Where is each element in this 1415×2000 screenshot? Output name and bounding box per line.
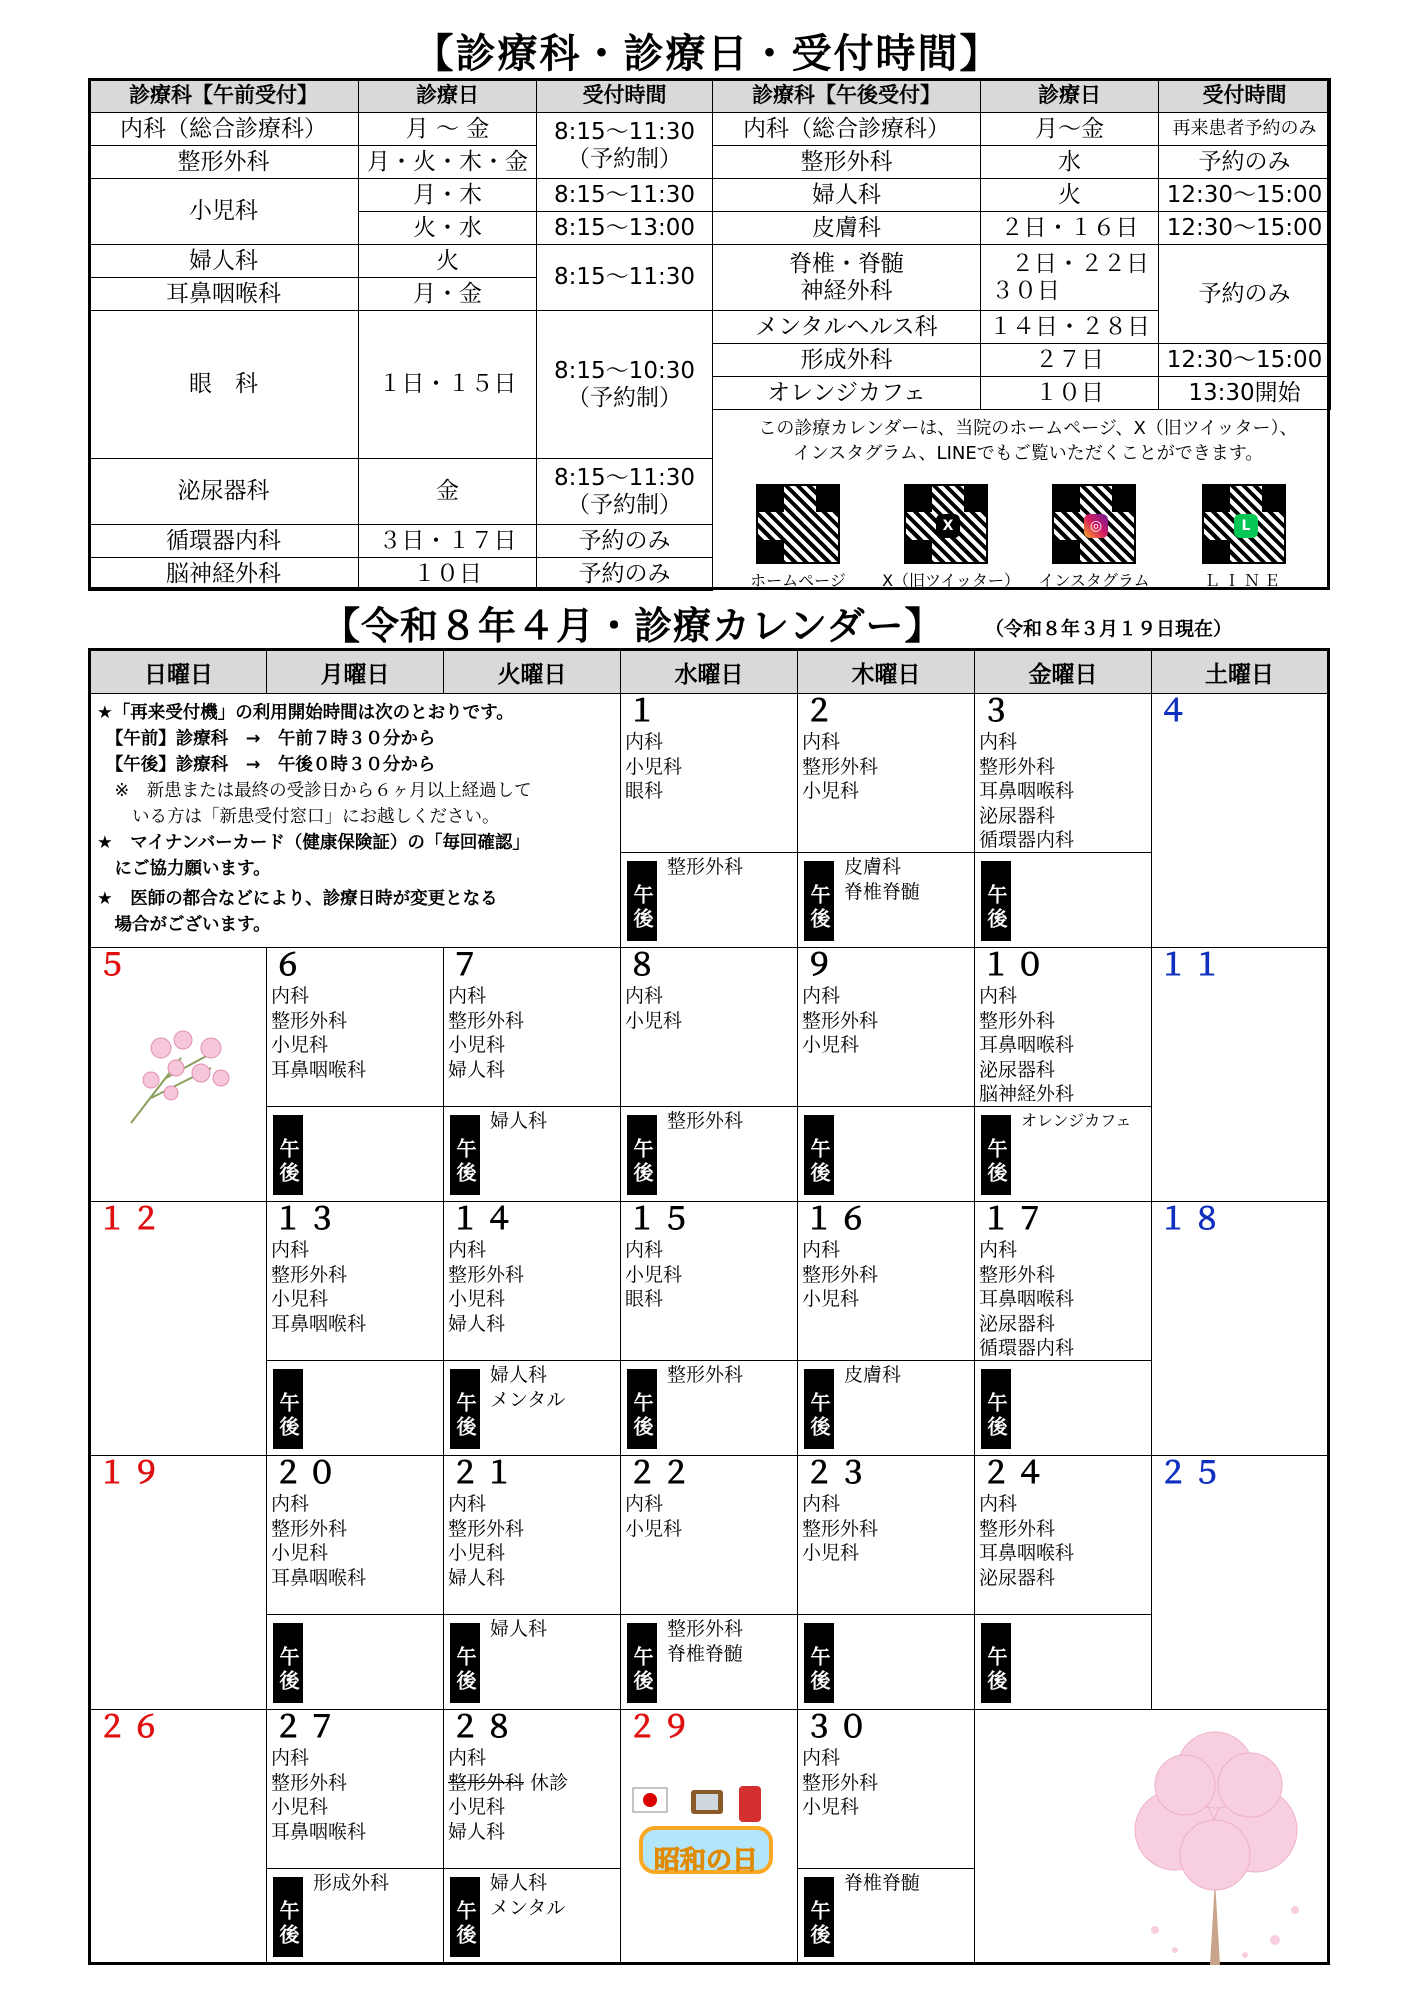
am-dept: 整形外科: [802, 1517, 879, 1540]
day-cell: [1152, 948, 1329, 1202]
am-header-day: 診療日: [359, 79, 537, 113]
pm-tag: 午後: [450, 1623, 480, 1703]
day-number: １４: [450, 1202, 518, 1237]
day-number: ２３: [804, 1456, 872, 1491]
qr-label: X（旧ツイッター）: [882, 571, 1020, 590]
day-number: ２９: [627, 1710, 695, 1745]
calendar: [88, 648, 1330, 1965]
day-number: １６: [804, 1202, 872, 1237]
day-number: ３０: [804, 1710, 872, 1745]
weekday-fri: 金曜日: [975, 650, 1152, 694]
pm-section: [975, 1106, 1151, 1201]
am-dept: 小児科: [271, 1288, 329, 1310]
pm-depts: 婦人科: [490, 1618, 548, 1640]
am-dept: 耳鼻咽喉科: [979, 1288, 1075, 1310]
am-dept: 小児科: [448, 1034, 506, 1056]
am-header-time: 受付時間: [537, 79, 713, 113]
pm-reception-table: [712, 78, 1331, 410]
pm-dept: 婦人科: [713, 179, 981, 212]
am-dept: 整形外科: [802, 1263, 879, 1286]
am-dept: 整形外科: [979, 1517, 1056, 1540]
pm-section: [621, 1614, 797, 1709]
am-time: 予約のみ: [537, 525, 713, 558]
day-cell: [798, 694, 975, 948]
am-dept: 耳鼻咽喉科: [271, 1566, 367, 1589]
am-time: 8:15～10:30 （予約制）: [537, 311, 713, 459]
pm-section: [267, 1868, 443, 1962]
pm-tag: 午後: [981, 1623, 1011, 1703]
am-day: １日・１５日: [359, 311, 537, 459]
pm-depts: 婦人科 メンタル: [490, 1872, 566, 1919]
pm-tag: 午後: [450, 1369, 480, 1449]
am-dept-closed: 整形外科 休診: [448, 1771, 569, 1794]
day-cell: [444, 1202, 621, 1456]
day-number: ２４: [981, 1456, 1049, 1491]
cherry-blossom-illustration: [121, 1018, 241, 1128]
am-dept: 婦人科: [448, 1312, 506, 1335]
am-dept: 整形外科: [271, 1009, 348, 1032]
am-dept: 小児科: [271, 1034, 329, 1056]
day-number: １２: [97, 1202, 165, 1237]
pm-tag: 午後: [981, 861, 1011, 941]
pm-section: [798, 852, 974, 947]
pm-tag: 午後: [804, 861, 834, 941]
day-cell: [1152, 1456, 1329, 1710]
am-dept: 整形外科: [979, 1009, 1056, 1032]
day-cell: [90, 948, 267, 1202]
day-cell: [621, 1710, 798, 1964]
day-cell: [444, 1710, 621, 1964]
day-number: １: [627, 694, 661, 729]
am-dept: 整形外科: [979, 755, 1056, 778]
pm-depts: 整形外科: [667, 1364, 744, 1386]
day-number: ２２: [627, 1456, 695, 1491]
day-cell: [621, 1456, 798, 1710]
weekday-tue: 火曜日: [444, 650, 621, 694]
notice-text: ★「再来受付機」の利用開始時間は次のとおりです。 【午前】診療科 → 午前７時３０分から 【午後】診療科 → 午後０時３０分から ※ 新患または最終の受診日から６ヶ月以上経過して いる方は「新患受付窓口」にお越しください。 ★ マイナンバーカード（健康保険証）の「毎回確認」 にご協力願います。 ★ 医師の都合などにより、診療日時が変更となる 場合がございます。: [97, 703, 532, 935]
am-dept: 眼 科: [89, 311, 359, 459]
am-dept: 内科: [448, 1493, 487, 1515]
pm-time: 予約のみ: [1159, 245, 1331, 344]
am-dept: 眼科: [625, 780, 664, 802]
pm-section: [267, 1360, 443, 1455]
pm-header-dept: 診療科【午後受付】: [713, 79, 981, 113]
sns-info-text: この診療カレンダーは、当院のホームページ、X（旧ツイッター）、 インスタグラム、LINEでもご覧いただくことができます。: [758, 418, 1298, 465]
am-dept: 内科: [448, 1239, 487, 1261]
am-dept: 脳神経外科: [979, 1083, 1075, 1105]
day-number: １１: [1158, 948, 1226, 983]
pm-time: 13:30開始: [1159, 377, 1331, 410]
am-dept: 耳鼻咽喉科: [979, 780, 1075, 802]
pm-dept: 形成外科: [713, 344, 981, 377]
am-dept: 泌尿器科: [89, 459, 359, 525]
pm-header-time: 受付時間: [1159, 79, 1331, 113]
am-dept: 婦人科: [448, 1058, 506, 1081]
am-header-dept: 診療科【午前受付】: [89, 79, 359, 113]
day-number: ９: [804, 948, 838, 983]
am-dept: 整形外科: [271, 1263, 348, 1286]
notice-cell: [90, 694, 621, 948]
day-cell: [621, 948, 798, 1202]
pm-day: １４日・２８日: [981, 311, 1159, 344]
day-cell: [798, 1710, 975, 1964]
day-cell: [798, 1456, 975, 1710]
am-time: 予約のみ: [537, 558, 713, 591]
am-dept: 内科（総合診療科）: [89, 113, 359, 146]
pm-tag: 午後: [627, 1623, 657, 1703]
day-cell: [267, 948, 444, 1202]
am-dept: 小児科: [625, 1517, 683, 1540]
pm-tag: 午後: [627, 1369, 657, 1449]
pm-day: ２７日: [981, 344, 1159, 377]
pm-tag: 午後: [627, 1115, 657, 1195]
am-dept: 婦人科: [89, 245, 359, 278]
pm-section: [267, 1106, 443, 1201]
am-dept: 耳鼻咽喉科: [979, 1034, 1075, 1056]
pm-section: [267, 1614, 443, 1709]
am-dept: 耳鼻咽喉科: [89, 278, 359, 311]
pm-depts: 婦人科 メンタル: [490, 1364, 566, 1411]
am-dept: 整形外科: [979, 1263, 1056, 1286]
day-number: １５: [627, 1202, 695, 1237]
am-dept: 内科: [448, 985, 487, 1007]
day-number: ５: [97, 948, 131, 983]
pm-tag: 午後: [804, 1115, 834, 1195]
am-reception-table: [88, 78, 713, 591]
day-cell: [90, 1202, 267, 1456]
qr-label: ホームページ: [750, 571, 846, 590]
am-time: 8:15～11:30 （予約制）: [537, 459, 713, 525]
am-day: ３日・１７日: [359, 525, 537, 558]
pm-day: 月～金: [981, 113, 1159, 146]
day-cell: [975, 948, 1152, 1202]
am-time: 8:15～11:30 （予約制）: [537, 113, 713, 179]
day-number: ２１: [450, 1456, 518, 1491]
day-number: ８: [627, 948, 661, 983]
pm-time: 予約のみ: [1159, 146, 1331, 179]
day-number: ３: [981, 694, 1015, 729]
am-dept: 泌尿器科: [979, 1312, 1056, 1335]
am-dept: 内科: [625, 1239, 664, 1261]
x-qr-code[interactable]: [904, 484, 988, 564]
am-dept: 整形外科: [89, 146, 359, 179]
pm-section: [621, 1106, 797, 1201]
day-number: １３: [273, 1202, 341, 1237]
qr-label: インスタグラム: [1038, 571, 1150, 590]
am-dept: 内科: [979, 985, 1018, 1007]
am-day: 月・金: [359, 278, 537, 311]
am-dept: 整形外科: [448, 1009, 525, 1032]
homepage-qr-code[interactable]: [756, 484, 840, 564]
am-dept: 内科: [979, 1239, 1018, 1261]
am-dept: 内科: [625, 731, 664, 753]
day-cell: [90, 1456, 267, 1710]
day-cell: [1152, 694, 1329, 948]
am-dept: 小児科: [802, 1542, 860, 1564]
am-time: 8:15～13:00: [537, 212, 713, 245]
am-dept: 内科: [802, 1747, 841, 1769]
am-dept: 脳神経外科: [89, 558, 359, 591]
am-dept: 内科: [802, 1239, 841, 1261]
pm-section: [444, 1868, 620, 1962]
pm-depts: 婦人科: [490, 1110, 548, 1132]
am-time: 8:15～11:30: [537, 179, 713, 212]
am-dept: 泌尿器科: [979, 1566, 1056, 1589]
weekday-sat: 土曜日: [1152, 650, 1329, 694]
am-dept: 内科: [979, 1493, 1018, 1515]
day-cell: [90, 1710, 267, 1964]
am-dept: 小児科: [448, 1288, 506, 1310]
am-dept: 内科: [802, 985, 841, 1007]
pm-time: 12:30～15:00: [1159, 212, 1331, 245]
am-day: 火・水: [359, 212, 537, 245]
day-cell: [798, 948, 975, 1202]
am-dept: 耳鼻咽喉科: [979, 1542, 1075, 1564]
am-dept: 内科: [271, 985, 310, 1007]
instagram-logo-icon: ◎: [1084, 514, 1108, 538]
am-dept: 循環器内科: [89, 525, 359, 558]
pm-day: ２日・１６日: [981, 212, 1159, 245]
pm-tag: 午後: [273, 1877, 303, 1957]
pm-section: [798, 1614, 974, 1709]
line-qr-code[interactable]: [1202, 484, 1286, 564]
am-dept: 小児科: [625, 755, 683, 778]
pm-depts: 皮膚科 脊椎脊髄: [844, 856, 921, 903]
day-cell: [267, 1202, 444, 1456]
pm-section: [444, 1360, 620, 1455]
am-dept: 小児科: [802, 1796, 860, 1818]
am-dept: 内科: [625, 1493, 664, 1515]
pm-section: [798, 1868, 974, 1962]
pm-day: ２日・２２日 ３０日: [981, 245, 1159, 311]
pm-dept: 皮膚科: [713, 212, 981, 245]
am-dept: 整形外科: [271, 1517, 348, 1540]
day-number: ７: [450, 948, 484, 983]
am-dept: 整形外科: [448, 1263, 525, 1286]
pm-depts: 整形外科 脊椎脊髄: [667, 1618, 744, 1665]
pm-section: [798, 1106, 974, 1201]
day-number: １９: [97, 1456, 165, 1491]
day-cell: [267, 1710, 444, 1964]
am-day: １０日: [359, 558, 537, 591]
am-dept: 小児科: [448, 1796, 506, 1818]
am-day: 月・木: [359, 179, 537, 212]
am-dept: 内科: [271, 1239, 310, 1261]
am-dept: 耳鼻咽喉科: [271, 1820, 367, 1843]
am-day: 月・火・木・金: [359, 146, 537, 179]
pm-day: １０日: [981, 377, 1159, 410]
day-number: ２: [804, 694, 838, 729]
pm-section: [444, 1614, 620, 1709]
pm-section: [621, 852, 797, 947]
am-dept: 耳鼻咽喉科: [271, 1058, 367, 1081]
pm-section: [621, 1360, 797, 1455]
day-cell: [444, 948, 621, 1202]
pm-section: [975, 1614, 1151, 1709]
pm-depts: 皮膚科: [844, 1364, 902, 1386]
day-cell: [444, 1456, 621, 1710]
pm-day: 水: [981, 146, 1159, 179]
am-dept: 循環器内科: [979, 829, 1075, 851]
pm-tag: 午後: [804, 1369, 834, 1449]
pm-depts: 整形外科: [667, 856, 744, 878]
qr-label: ＬＩＮＥ: [1203, 571, 1284, 590]
day-number: １８: [1158, 1202, 1226, 1237]
am-dept: 小児科: [271, 1542, 329, 1564]
pm-depts: オレンジカフェ: [1021, 1111, 1132, 1130]
am-dept: 内科: [271, 1493, 310, 1515]
sns-info: [712, 410, 1330, 590]
pm-section: [975, 852, 1151, 947]
am-dept: 小児科: [271, 1796, 329, 1818]
day-number: ４: [1158, 694, 1192, 729]
am-dept: 整形外科: [802, 1009, 879, 1032]
day-number: １０: [981, 948, 1049, 983]
day-number: ２５: [1158, 1456, 1226, 1491]
am-dept: 泌尿器科: [979, 804, 1056, 827]
am-dept: 眼科: [625, 1288, 664, 1310]
pm-tag: 午後: [273, 1369, 303, 1449]
am-dept: 整形外科: [271, 1771, 348, 1794]
am-dept: 婦人科: [448, 1566, 506, 1589]
am-dept: 小児科: [625, 1263, 683, 1286]
pm-tag: 午後: [273, 1623, 303, 1703]
day-cell: [621, 694, 798, 948]
weekday-wed: 水曜日: [621, 650, 798, 694]
am-dept: 内科: [448, 1747, 487, 1769]
weekday-sun: 日曜日: [90, 650, 267, 694]
day-cell: [798, 1202, 975, 1456]
day-cell: [1152, 1202, 1329, 1456]
pm-time: 再来患者予約のみ: [1159, 113, 1331, 146]
decoration-cell: [975, 1710, 1329, 1964]
day-number: ６: [273, 948, 307, 983]
am-dept: 内科: [979, 731, 1018, 753]
am-dept: 小児科: [89, 179, 359, 245]
am-day: 月 ～ 金: [359, 113, 537, 146]
am-dept: 内科: [802, 1493, 841, 1515]
day-number: ２８: [450, 1710, 518, 1745]
weekday-thu: 木曜日: [798, 650, 975, 694]
instagram-qr-code[interactable]: [1052, 484, 1136, 564]
am-dept: 泌尿器科: [979, 1058, 1056, 1081]
pm-depts: 形成外科: [313, 1872, 390, 1894]
am-dept: 内科: [802, 731, 841, 753]
pm-dept: 内科（総合診療科）: [713, 113, 981, 146]
am-day: 火: [359, 245, 537, 278]
am-dept: 小児科: [802, 780, 860, 802]
pm-depts: 整形外科: [667, 1110, 744, 1132]
pm-tag: 午後: [273, 1115, 303, 1195]
pm-tag: 午後: [450, 1115, 480, 1195]
calendar-as-of-date: （令和８年３月１９日現在）: [985, 618, 1233, 640]
am-dept: 小児科: [625, 1009, 683, 1032]
day-number: ２７: [273, 1710, 341, 1745]
x-logo-icon: X: [936, 514, 960, 538]
pm-time: 12:30～15:00: [1159, 179, 1331, 212]
pm-tag: 午後: [804, 1877, 834, 1957]
am-dept: 婦人科: [448, 1820, 506, 1843]
am-dept: 整形外科: [448, 1517, 525, 1540]
pm-tag: 午後: [804, 1623, 834, 1703]
pm-dept: オレンジカフェ: [713, 377, 981, 410]
am-dept: 整形外科: [802, 755, 879, 778]
showa-day-label: 昭和の日: [653, 1846, 758, 1876]
am-dept: 内科: [271, 1747, 310, 1769]
am-dept: 耳鼻咽喉科: [271, 1312, 367, 1335]
pm-time: 12:30～15:00: [1159, 344, 1331, 377]
cherry-tree-illustration: [1115, 1730, 1315, 1970]
am-dept: 内科: [625, 985, 664, 1007]
pm-section: [975, 1360, 1151, 1455]
day-number: ２０: [273, 1456, 341, 1491]
day-number: １７: [981, 1202, 1049, 1237]
pm-tag: 午後: [981, 1369, 1011, 1449]
am-dept: 小児科: [802, 1034, 860, 1056]
am-dept: 小児科: [802, 1288, 860, 1310]
day-cell: [621, 1202, 798, 1456]
calendar-title: 【令和８年４月・診療カレンダー】: [322, 604, 944, 648]
day-cell: [975, 1456, 1152, 1710]
day-number: ２６: [97, 1710, 165, 1745]
pm-dept: 脊椎・脊髄 神経外科: [713, 245, 981, 311]
am-dept: 小児科: [448, 1542, 506, 1564]
day-cell: [975, 694, 1152, 948]
pm-section: [444, 1106, 620, 1201]
day-cell: [975, 1202, 1152, 1456]
am-day: 金: [359, 459, 537, 525]
day-cell: [267, 1456, 444, 1710]
pm-dept: 整形外科: [713, 146, 981, 179]
pm-day: 火: [981, 179, 1159, 212]
weekday-mon: 月曜日: [267, 650, 444, 694]
pm-tag: 午後: [981, 1115, 1011, 1195]
line-logo-icon: L: [1234, 514, 1258, 538]
pm-header-day: 診療日: [981, 79, 1159, 113]
pm-section: [798, 1360, 974, 1455]
am-dept: 整形外科: [802, 1771, 879, 1794]
pm-depts: 脊椎脊髄: [844, 1872, 921, 1894]
pm-tag: 午後: [627, 861, 657, 941]
am-dept: 循環器内科: [979, 1337, 1075, 1359]
pm-dept: メンタルヘルス科: [713, 311, 981, 344]
schedule-title: 【診療科・診療日・受付時間】: [413, 31, 1002, 77]
pm-tag: 午後: [450, 1877, 480, 1957]
am-time: 8:15～11:30: [537, 245, 713, 311]
